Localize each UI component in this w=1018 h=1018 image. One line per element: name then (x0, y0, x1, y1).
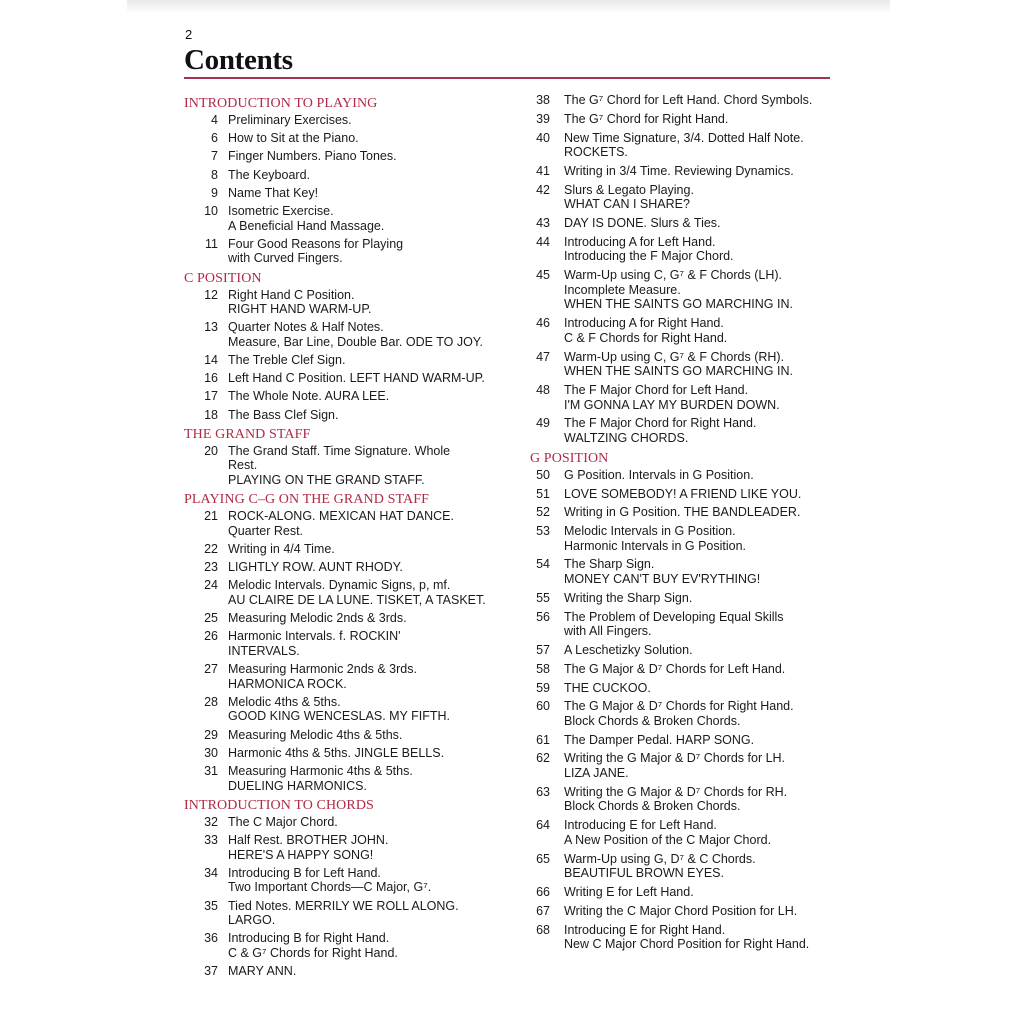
toc-entry-text (218, 131, 524, 146)
toc-entry-line: G Position. Intervals in G Position. (564, 467, 754, 482)
toc-page-number: 12 (204, 287, 218, 302)
toc-entry-line: Slurs & Legato Playing. (564, 182, 694, 197)
toc-entry[interactable] (530, 681, 850, 696)
toc-entry-text (550, 923, 850, 952)
toc-entry[interactable] (530, 923, 850, 952)
toc-entry[interactable] (530, 733, 850, 748)
toc-entry-text (550, 183, 850, 212)
toc-entry-text (550, 487, 850, 502)
toc-entry-line: Writing the C Major Chord Position for LH. (564, 903, 798, 918)
toc-entry-line: I'M GONNA LAY MY BURDEN DOWN. (564, 397, 780, 412)
toc-page-number: 13 (204, 320, 218, 335)
toc-entry-text (218, 833, 524, 862)
toc-entry[interactable] (184, 237, 524, 266)
toc-entry-line: The Whole Note. AURA LEE. (228, 389, 390, 404)
toc-page-number: 64 (536, 818, 550, 833)
toc-entry-line: LOVE SOMEBODY! A FRIEND LIKE YOU. (564, 486, 802, 501)
toc-entry[interactable] (184, 131, 524, 146)
toc-page-number: 9 (211, 185, 218, 200)
toc-entry-text (218, 899, 524, 928)
toc-entry-line: Writing in 4/4 Time. (228, 541, 335, 556)
toc-entry[interactable] (184, 833, 524, 862)
toc-entry-line: DAY IS DONE. Slurs & Ties. (564, 216, 721, 231)
toc-entry[interactable] (530, 93, 850, 108)
toc-page-number: 58 (536, 661, 550, 676)
toc-entry-text (550, 112, 850, 127)
title-divider (184, 77, 830, 79)
toc-entry-line: The F Major Chord for Left Hand. (564, 382, 749, 397)
toc-entry[interactable] (184, 899, 524, 928)
toc-entry-line: ROCK-ALONG. MEXICAN HAT DANCE. (228, 509, 454, 524)
toc-entry-line: Block Chords & Broken Chords. (564, 713, 741, 728)
toc-entry-line: The Grand Staff. Time Signature. Whole (228, 443, 451, 458)
toc-page-number: 60 (536, 699, 550, 714)
toc-entry-text (550, 505, 850, 520)
toc-entry-line: The Damper Pedal. HARP SONG. (564, 732, 755, 747)
toc-entry-text (218, 695, 524, 724)
toc-entry-line: Half Rest. BROTHER JOHN. (228, 833, 389, 847)
toc-entry-text (218, 149, 524, 164)
toc-entry-text (550, 557, 850, 586)
toc-entry-line: WHEN THE SAINTS GO MARCHING IN. (564, 364, 793, 379)
toc-entry-text (550, 164, 850, 179)
section-heading: PLAYING C–G ON THE GRAND STAFF (184, 492, 429, 508)
toc-page-number: 51 (536, 486, 550, 501)
toc-entry-line: Warm-Up using C, G⁷ & F Chords (RH). (564, 349, 785, 364)
toc-entry-text (550, 885, 850, 900)
toc-entry-text (550, 350, 850, 379)
toc-entry[interactable] (184, 578, 524, 607)
toc-page-number: 38 (536, 93, 550, 107)
toc-page-number: 44 (536, 234, 550, 249)
toc-entry-line: Measuring Melodic 2nds & 3rds. (228, 611, 407, 626)
toc-entry[interactable] (530, 785, 850, 814)
toc-entry-line: Quarter Rest. (228, 523, 304, 538)
toc-page-number: 35 (204, 898, 218, 913)
toc-entry-line: LIZA JANE. (564, 766, 629, 781)
toc-entry[interactable] (184, 389, 524, 404)
toc-page-number: 45 (536, 268, 550, 283)
toc-entry[interactable] (184, 168, 524, 183)
toc-page-number: 50 (536, 467, 550, 482)
toc-entry-line: MARY ANN. (228, 964, 297, 979)
toc-entry-line: LARGO. (228, 913, 276, 928)
toc-entry-text (550, 216, 850, 231)
toc-entry-line: The Sharp Sign. (564, 557, 655, 572)
toc-entry-text (218, 931, 524, 960)
toc-entry-line: Melodic Intervals. Dynamic Signs, p, mf. (228, 578, 451, 593)
toc-entry-line: Introducing B for Left Hand. (228, 865, 381, 880)
toc-entry-line: GOOD KING WENCESLAS. MY FIFTH. (228, 709, 451, 724)
toc-entry[interactable] (184, 353, 524, 368)
toc-entry-line: with All Fingers. (564, 624, 652, 639)
toc-entry-line: Tied Notes. MERRILY WE ROLL ALONG. (228, 898, 459, 913)
page-top-shadow (127, 0, 890, 14)
toc-entry-line: Finger Numbers. Piano Tones. (228, 149, 397, 164)
toc-entry-line: New C Major Chord Position for Right Hand. (564, 937, 810, 952)
toc-entry-line: The F Major Chord for Right Hand. (564, 416, 757, 431)
toc-entry-text (218, 186, 524, 201)
toc-entry-line: MONEY CAN'T BUY EV'RYTHING! (564, 572, 761, 587)
toc-entry[interactable] (530, 885, 850, 900)
toc-entry-text (550, 524, 850, 553)
toc-entry-line: RIGHT HAND WARM-UP. (228, 302, 372, 317)
toc-entry-line: The Bass Clef Sign. (228, 407, 339, 422)
toc-entry-text (550, 751, 850, 780)
toc-entry-text (550, 93, 850, 108)
toc-entry[interactable] (184, 444, 524, 488)
toc-entry-text (218, 444, 524, 488)
toc-entry[interactable] (530, 610, 850, 639)
toc-page-number: 42 (536, 182, 550, 197)
toc-page-number: 43 (536, 216, 550, 231)
toc-entry-line: Block Chords & Broken Chords. (564, 799, 741, 814)
toc-page-number: 36 (204, 931, 218, 946)
toc-page-number: 41 (536, 163, 550, 178)
toc-entry[interactable] (530, 852, 850, 881)
toc-entry[interactable] (184, 186, 524, 201)
toc-page-number: 63 (536, 784, 550, 799)
toc-page-number: 39 (536, 111, 550, 126)
toc-entry-line: C & F Chords for Right Hand. (564, 330, 728, 345)
toc-entry-line: Four Good Reasons for Playing (228, 236, 404, 251)
toc-entry[interactable] (530, 216, 850, 231)
toc-entry-line: A Leschetizky Solution. (564, 642, 693, 657)
section-heading: C POSITION (184, 270, 262, 286)
toc-entry-line: Introducing E for Left Hand. (564, 818, 717, 833)
toc-page-number: 66 (536, 884, 550, 899)
toc-page-number: 30 (204, 745, 218, 760)
toc-entry-line: A New Position of the C Major Chord. (564, 832, 772, 847)
toc-page-number: 48 (536, 382, 550, 397)
toc-entry-text (550, 591, 850, 606)
toc-entry-text (218, 408, 524, 423)
toc-entry-text (218, 288, 524, 317)
toc-entry-line: BEAUTIFUL BROWN EYES. (564, 866, 724, 881)
toc-entry-line: The Treble Clef Sign. (228, 353, 346, 368)
toc-entry[interactable] (530, 112, 850, 127)
toc-entry-line: PLAYING ON THE GRAND STAFF. (228, 473, 425, 487)
toc-entry-text (218, 746, 524, 761)
toc-page-number: 49 (536, 416, 550, 431)
toc-entry-text (218, 168, 524, 183)
toc-page-number: 18 (204, 407, 218, 422)
section-heading: INTRODUCTION TO CHORDS (184, 797, 374, 813)
toc-entry-text (550, 904, 850, 919)
toc-entry-line: Name That Key! (228, 185, 319, 200)
toc-entry[interactable] (184, 611, 524, 626)
toc-page-number: 56 (536, 609, 550, 624)
toc-entry-text (218, 728, 524, 743)
toc-entry-line: LIGHTLY ROW. AUNT RHODY. (228, 560, 403, 575)
toc-entry-line: Writing in G Position. THE BANDLEADER. (564, 505, 801, 520)
toc-entry-line: Writing the G Major & D⁷ Chords for RH. (564, 784, 788, 799)
toc-entry-line: Preliminary Exercises. (228, 113, 352, 127)
toc-page-number: 32 (204, 814, 218, 829)
toc-page-number: 22 (204, 541, 218, 556)
toc-page-number: 54 (536, 557, 550, 572)
toc-entry[interactable] (530, 316, 850, 345)
toc-entry-line: Harmonic Intervals. f. ROCKIN' (228, 629, 401, 644)
toc-entry-text (550, 610, 850, 639)
page-title: Contents (184, 44, 293, 76)
toc-entry-line: Introducing A for Right Hand. (564, 316, 724, 331)
toc-entry-line: The G Major & D⁷ Chords for Right Hand. (564, 699, 794, 714)
toc-entry[interactable] (184, 509, 524, 538)
toc-page-number: 52 (536, 505, 550, 520)
toc-entry-line: Writing in 3/4 Time. Reviewing Dynamics. (564, 163, 794, 178)
toc-entry-line: Writing the G Major & D⁷ Chords for LH. (564, 751, 786, 766)
toc-entry[interactable] (530, 350, 850, 379)
toc-entry[interactable] (184, 764, 524, 793)
toc-page-number: 24 (204, 578, 218, 593)
toc-page-number: 29 (204, 727, 218, 742)
toc-entry-line: HERE'S A HAPPY SONG! (228, 847, 374, 862)
toc-page-number: 11 (205, 236, 218, 251)
toc-entry-line: Warm-Up using G, D⁷ & C Chords. (564, 851, 756, 866)
toc-entry-line: Isometric Exercise. (228, 203, 334, 218)
toc-entry-line: A Beneficial Hand Massage. (228, 218, 385, 233)
toc-page-number: 4 (211, 113, 218, 127)
toc-entry-line: Introducing A for Left Hand. (564, 234, 716, 249)
toc-entry[interactable] (184, 542, 524, 557)
toc-entry-line: ROCKETS. (564, 145, 628, 160)
toc-entry[interactable] (530, 751, 850, 780)
contents-column-right (530, 93, 850, 956)
toc-entry[interactable] (530, 183, 850, 212)
toc-entry-text (218, 662, 524, 691)
toc-entry[interactable] (184, 695, 524, 724)
toc-entry-text (218, 611, 524, 626)
toc-entry-line: Warm-Up using C, G⁷ & F Chords (LH). (564, 268, 782, 283)
toc-entry-line: The Problem of Developing Equal Skills (564, 609, 784, 624)
toc-entry-line: Measuring Harmonic 4ths & 5ths. (228, 764, 413, 779)
toc-page-number: 55 (536, 590, 550, 605)
toc-page-number: 25 (204, 611, 218, 626)
toc-entry[interactable] (184, 113, 524, 128)
toc-entry[interactable] (530, 416, 850, 445)
toc-entry[interactable] (530, 235, 850, 264)
toc-entry-text (218, 866, 524, 895)
toc-entry-text (218, 815, 524, 830)
toc-entry-text (218, 113, 524, 128)
toc-entry-line: Two Important Chords—C Major, G⁷. (228, 880, 432, 895)
toc-entry[interactable] (184, 371, 524, 386)
toc-entry-text (550, 416, 850, 445)
toc-entry[interactable] (530, 662, 850, 677)
toc-entry-line: Introducing E for Right Hand. (564, 922, 726, 937)
toc-entry-line: Writing E for Left Hand. (564, 884, 694, 899)
toc-entry[interactable] (530, 383, 850, 412)
toc-entry-line: The G Major & D⁷ Chords for Left Hand. (564, 661, 786, 676)
toc-entry-text (218, 964, 524, 979)
toc-page-number: 16 (204, 371, 218, 386)
toc-page-number: 37 (204, 964, 218, 979)
toc-page-number: 46 (536, 316, 550, 331)
toc-entry[interactable] (184, 866, 524, 895)
toc-page-number: 14 (204, 353, 218, 368)
toc-entry-line: Left Hand C Position. LEFT HAND WARM-UP. (228, 371, 485, 386)
toc-entry-text (218, 578, 524, 607)
toc-page-number: 6 (211, 131, 218, 146)
toc-page-number: 10 (204, 203, 218, 218)
toc-entry-text (218, 320, 524, 349)
toc-entry-text (550, 316, 850, 345)
toc-entry-text (550, 468, 850, 483)
toc-entry-line: The C Major Chord. (228, 814, 338, 829)
toc-entry[interactable] (530, 818, 850, 847)
toc-entry[interactable] (184, 746, 524, 761)
toc-entry-line: Introducing B for Right Hand. (228, 931, 390, 946)
toc-entry[interactable] (530, 468, 850, 483)
toc-entry-text (550, 662, 850, 677)
toc-entry[interactable] (184, 288, 524, 317)
toc-page-number: 61 (536, 732, 550, 747)
toc-entry[interactable] (184, 408, 524, 423)
toc-entry[interactable] (184, 815, 524, 830)
toc-entry[interactable] (184, 560, 524, 575)
toc-entry-line: Measuring Harmonic 2nds & 3rds. (228, 662, 417, 677)
toc-page-number: 68 (536, 922, 550, 937)
toc-entry-text (550, 699, 850, 728)
toc-page-number: 47 (536, 349, 550, 364)
toc-page-number: 23 (204, 560, 218, 575)
toc-entry[interactable] (184, 149, 524, 164)
toc-entry-line: The G⁷ Chord for Left Hand. Chord Symbols. (564, 93, 813, 107)
toc-entry-text (218, 371, 524, 386)
toc-entry-line: C & G⁷ Chords for Right Hand. (228, 945, 398, 960)
toc-page-number: 7 (211, 149, 218, 164)
toc-entry-line: Melodic Intervals in G Position. (564, 524, 736, 539)
toc-entry[interactable] (530, 131, 850, 160)
toc-entry-line: HARMONICA ROCK. (228, 676, 347, 691)
toc-entry[interactable] (530, 699, 850, 728)
toc-entry-line: The Keyboard. (228, 167, 310, 182)
toc-entry-text (550, 818, 850, 847)
section-heading: THE GRAND STAFF (184, 426, 311, 442)
toc-entry-line: WALTZING CHORDS. (564, 430, 689, 445)
toc-entry[interactable] (530, 505, 850, 520)
toc-entry-line: DUELING HARMONICS. (228, 778, 367, 793)
toc-page-number: 27 (204, 662, 218, 677)
toc-entry-line: New Time Signature, 3/4. Dotted Half Note. (564, 130, 804, 145)
toc-page-number: 28 (204, 694, 218, 709)
toc-page-number: 57 (536, 642, 550, 657)
toc-entry[interactable] (184, 662, 524, 691)
section-heading: G POSITION (530, 450, 609, 466)
toc-page-number: 34 (204, 865, 218, 880)
toc-entry-line: Writing the Sharp Sign. (564, 590, 693, 605)
toc-entry[interactable] (530, 268, 850, 312)
toc-entry-line: INTERVALS. (228, 643, 300, 658)
toc-entry-line: THE CUCKOO. (564, 680, 651, 695)
toc-entry[interactable] (530, 643, 850, 658)
toc-entry[interactable] (530, 557, 850, 586)
toc-entry-text (218, 353, 524, 368)
toc-page-number: 62 (536, 751, 550, 766)
toc-page-number: 8 (211, 167, 218, 182)
toc-page-number: 33 (204, 833, 218, 847)
toc-entry[interactable] (530, 591, 850, 606)
toc-entry-line: Introducing the F Major Chord. (564, 249, 734, 264)
contents-column-left (184, 93, 524, 982)
toc-entry[interactable] (184, 964, 524, 979)
toc-entry-line: WHEN THE SAINTS GO MARCHING IN. (564, 297, 793, 312)
toc-page-number: 65 (536, 851, 550, 866)
toc-entry-text (218, 509, 524, 538)
toc-entry-text (218, 629, 524, 658)
toc-entry-text (218, 204, 524, 233)
toc-entry-line: Quarter Notes & Half Notes. (228, 320, 384, 335)
toc-entry-text (218, 389, 524, 404)
toc-entry-text (550, 852, 850, 881)
toc-entry-line: Right Hand C Position. (228, 287, 355, 302)
toc-entry-text (550, 785, 850, 814)
page-number: 2 (185, 27, 193, 42)
toc-entry[interactable] (530, 524, 850, 553)
toc-entry[interactable] (184, 728, 524, 743)
toc-entry-text (218, 237, 524, 266)
toc-page-number: 59 (536, 680, 550, 695)
toc-entry[interactable] (530, 904, 850, 919)
toc-entry-line: WHAT CAN I SHARE? (564, 197, 690, 212)
toc-entry-line: The G⁷ Chord for Right Hand. (564, 111, 729, 126)
toc-entry-text (550, 681, 850, 696)
toc-page-number: 21 (204, 509, 218, 524)
toc-page-number: 40 (536, 130, 550, 145)
toc-page-number: 17 (204, 389, 218, 404)
toc-entry-text (550, 643, 850, 658)
toc-entry[interactable] (184, 629, 524, 658)
toc-entry-line: Incomplete Measure. (564, 282, 681, 297)
toc-entry[interactable] (530, 164, 850, 179)
toc-page-number: 53 (536, 524, 550, 539)
section-heading: INTRODUCTION TO PLAYING (184, 96, 378, 111)
toc-entry[interactable] (184, 320, 524, 349)
toc-entry-line: AU CLAIRE DE LA LUNE. TISKET, A TASKET. (228, 592, 486, 607)
toc-entry-text (218, 764, 524, 793)
toc-entry-line: with Curved Fingers. (228, 251, 343, 266)
toc-entry-text (550, 131, 850, 160)
toc-entry-line: Harmonic 4ths & 5ths. JINGLE BELLS. (228, 745, 445, 760)
toc-entry-text (218, 560, 524, 575)
toc-entry-line: Harmonic Intervals in G Position. (564, 538, 747, 553)
toc-entry[interactable] (530, 487, 850, 502)
toc-entry[interactable] (184, 931, 524, 960)
toc-entry-text (550, 733, 850, 748)
toc-page-number: 67 (536, 903, 550, 918)
toc-entry-text (550, 383, 850, 412)
toc-entry-line: Melodic 4ths & 5ths. (228, 694, 341, 709)
toc-entry-text (550, 268, 850, 312)
toc-entry-text (218, 542, 524, 557)
toc-page-number: 20 (204, 443, 218, 458)
toc-entry-line: Measure, Bar Line, Double Bar. ODE TO JOY. (228, 334, 483, 349)
toc-entry-line: Measuring Melodic 4ths & 5ths. (228, 727, 403, 742)
toc-page-number: 26 (204, 629, 218, 644)
toc-entry-line: How to Sit at the Piano. (228, 131, 359, 146)
toc-entry[interactable] (184, 204, 524, 233)
toc-entry-text (550, 235, 850, 264)
toc-entry-line: Rest. (228, 458, 258, 473)
toc-page-number: 31 (204, 764, 218, 779)
